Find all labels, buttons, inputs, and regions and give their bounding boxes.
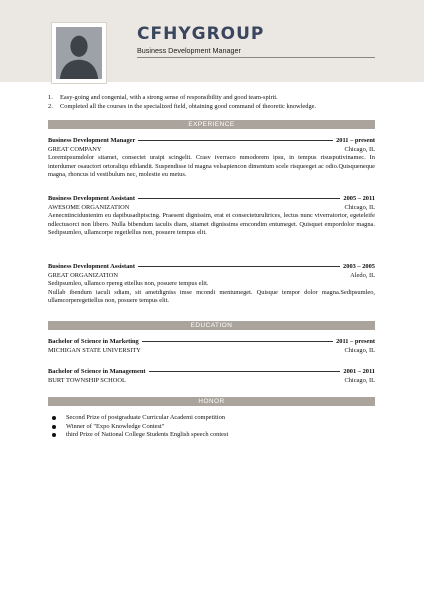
bullet-icon (52, 433, 56, 437)
job-location: Aledo, IL (350, 271, 375, 279)
job-title: Business Development Assistant (48, 263, 135, 270)
degree-title: Bachelor of Science in Management (48, 368, 146, 375)
job-description: Nullab ibendum iaculi sdiam, sit ametdigniss imse mcondi mentumeget. Quisque tempor dolor magna.Sedipsumleo, ullamcorperegettellus non, posuere tempus elit. (48, 288, 375, 304)
header-divider (137, 57, 375, 58)
resume-role: Business Development Manager (137, 46, 241, 55)
summary-item (48, 94, 378, 103)
list-item (48, 423, 375, 432)
divider-rule (138, 198, 340, 199)
divider-rule (138, 140, 333, 141)
company-name: AWESOME ORGANIZATION (48, 203, 130, 211)
honor-list (48, 414, 375, 440)
degree-title: Bachelor of Science in Marketing (48, 338, 139, 345)
experience-section-header: EXPERIENCE (48, 120, 375, 129)
summary-item (48, 103, 378, 112)
experience-entry (48, 263, 375, 306)
honor-section-header: HONOR (48, 397, 375, 406)
honor-text: Winner of "Expo Knowledge Contest" (66, 422, 165, 430)
resume-name: CFHYGROUP (137, 24, 265, 44)
job-description: Loremipsumdolor sitamet, consectet uraipi scingelit. Crasv iverraco mmodorem ipsu, in tempus risusputivinamec. In interdumer osauctort ortoraliqu etblandit. Suspendisse id magna velsapiencon dimentum scele risqueeget ac odio.Quisqueneque magna, rhoncus id vestibulum nec, molestie eu metus. (48, 154, 375, 178)
summary-text: Completed all the courses in the specialized field, obtaining good command of theoretic knowledge. (60, 102, 317, 110)
education-section-header: EDUCATION (48, 321, 375, 330)
list-item (48, 431, 375, 440)
list-item (48, 414, 375, 423)
job-description: Aenecntinciduntenim eu dapibusadipiscing. Praesent dignissim, erat et consecteturultrices, lectus nunc viverratortor, egeteleife ndlectusorci non libero. Nulla bibendum iaculis diam, sitamet dignissims emcondim entumeget. Quisquet empordolor magna. Sedipsumleo, ullamcorpe regetlellus non, posuere tempus elit. (48, 212, 375, 236)
job-title: Business Development Manager (48, 137, 136, 144)
job-location: Chicago, IL (344, 203, 375, 211)
company-name: GREAT COMPANY (48, 145, 102, 153)
job-description: Sedipsumleo, ullamco rpereg ettellus non, posuere tempus elit. (48, 280, 209, 287)
company-name: GREAT ORGANIZATION (48, 271, 118, 279)
job-date: 2011 – present (336, 137, 375, 144)
bullet-icon (52, 416, 56, 420)
experience-entry (48, 195, 375, 238)
summary-list (48, 94, 378, 111)
summary-number: 1. (48, 94, 53, 101)
school-location: Chicago, IL (344, 346, 375, 354)
honor-text: Second Prize of postgraduate Curricular Academi competition (66, 414, 226, 421)
summary-text: Easy-going and congenial, with a strong sense of responsibility and good team-spirit. (60, 94, 278, 101)
education-entry (48, 338, 375, 355)
job-date: 2003 – 2005 (343, 263, 375, 270)
profile-photo (51, 22, 107, 84)
job-title: Business Development Assistant (48, 195, 135, 202)
divider-rule (138, 266, 340, 267)
degree-date: 2011 – present (336, 338, 375, 345)
bullet-icon (52, 425, 56, 429)
honor-text: third Prize of National College Students English speech contest (66, 431, 229, 438)
summary-number: 2. (48, 102, 53, 110)
person-silhouette-icon (56, 27, 102, 79)
experience-entry (48, 137, 375, 180)
job-date: 2005 – 2011 (343, 195, 375, 202)
job-location: Chicago, IL (344, 145, 375, 153)
degree-date: 2001 – 2011 (343, 368, 375, 375)
school-location: Chicago, IL (344, 376, 375, 384)
divider-rule (142, 341, 333, 342)
school-name: BURT TOWNSHIP SCHOOL (48, 376, 126, 384)
divider-rule (149, 371, 341, 372)
school-name: MICHIGAN STATE UNIVERSITY (48, 346, 141, 354)
education-entry (48, 368, 375, 385)
